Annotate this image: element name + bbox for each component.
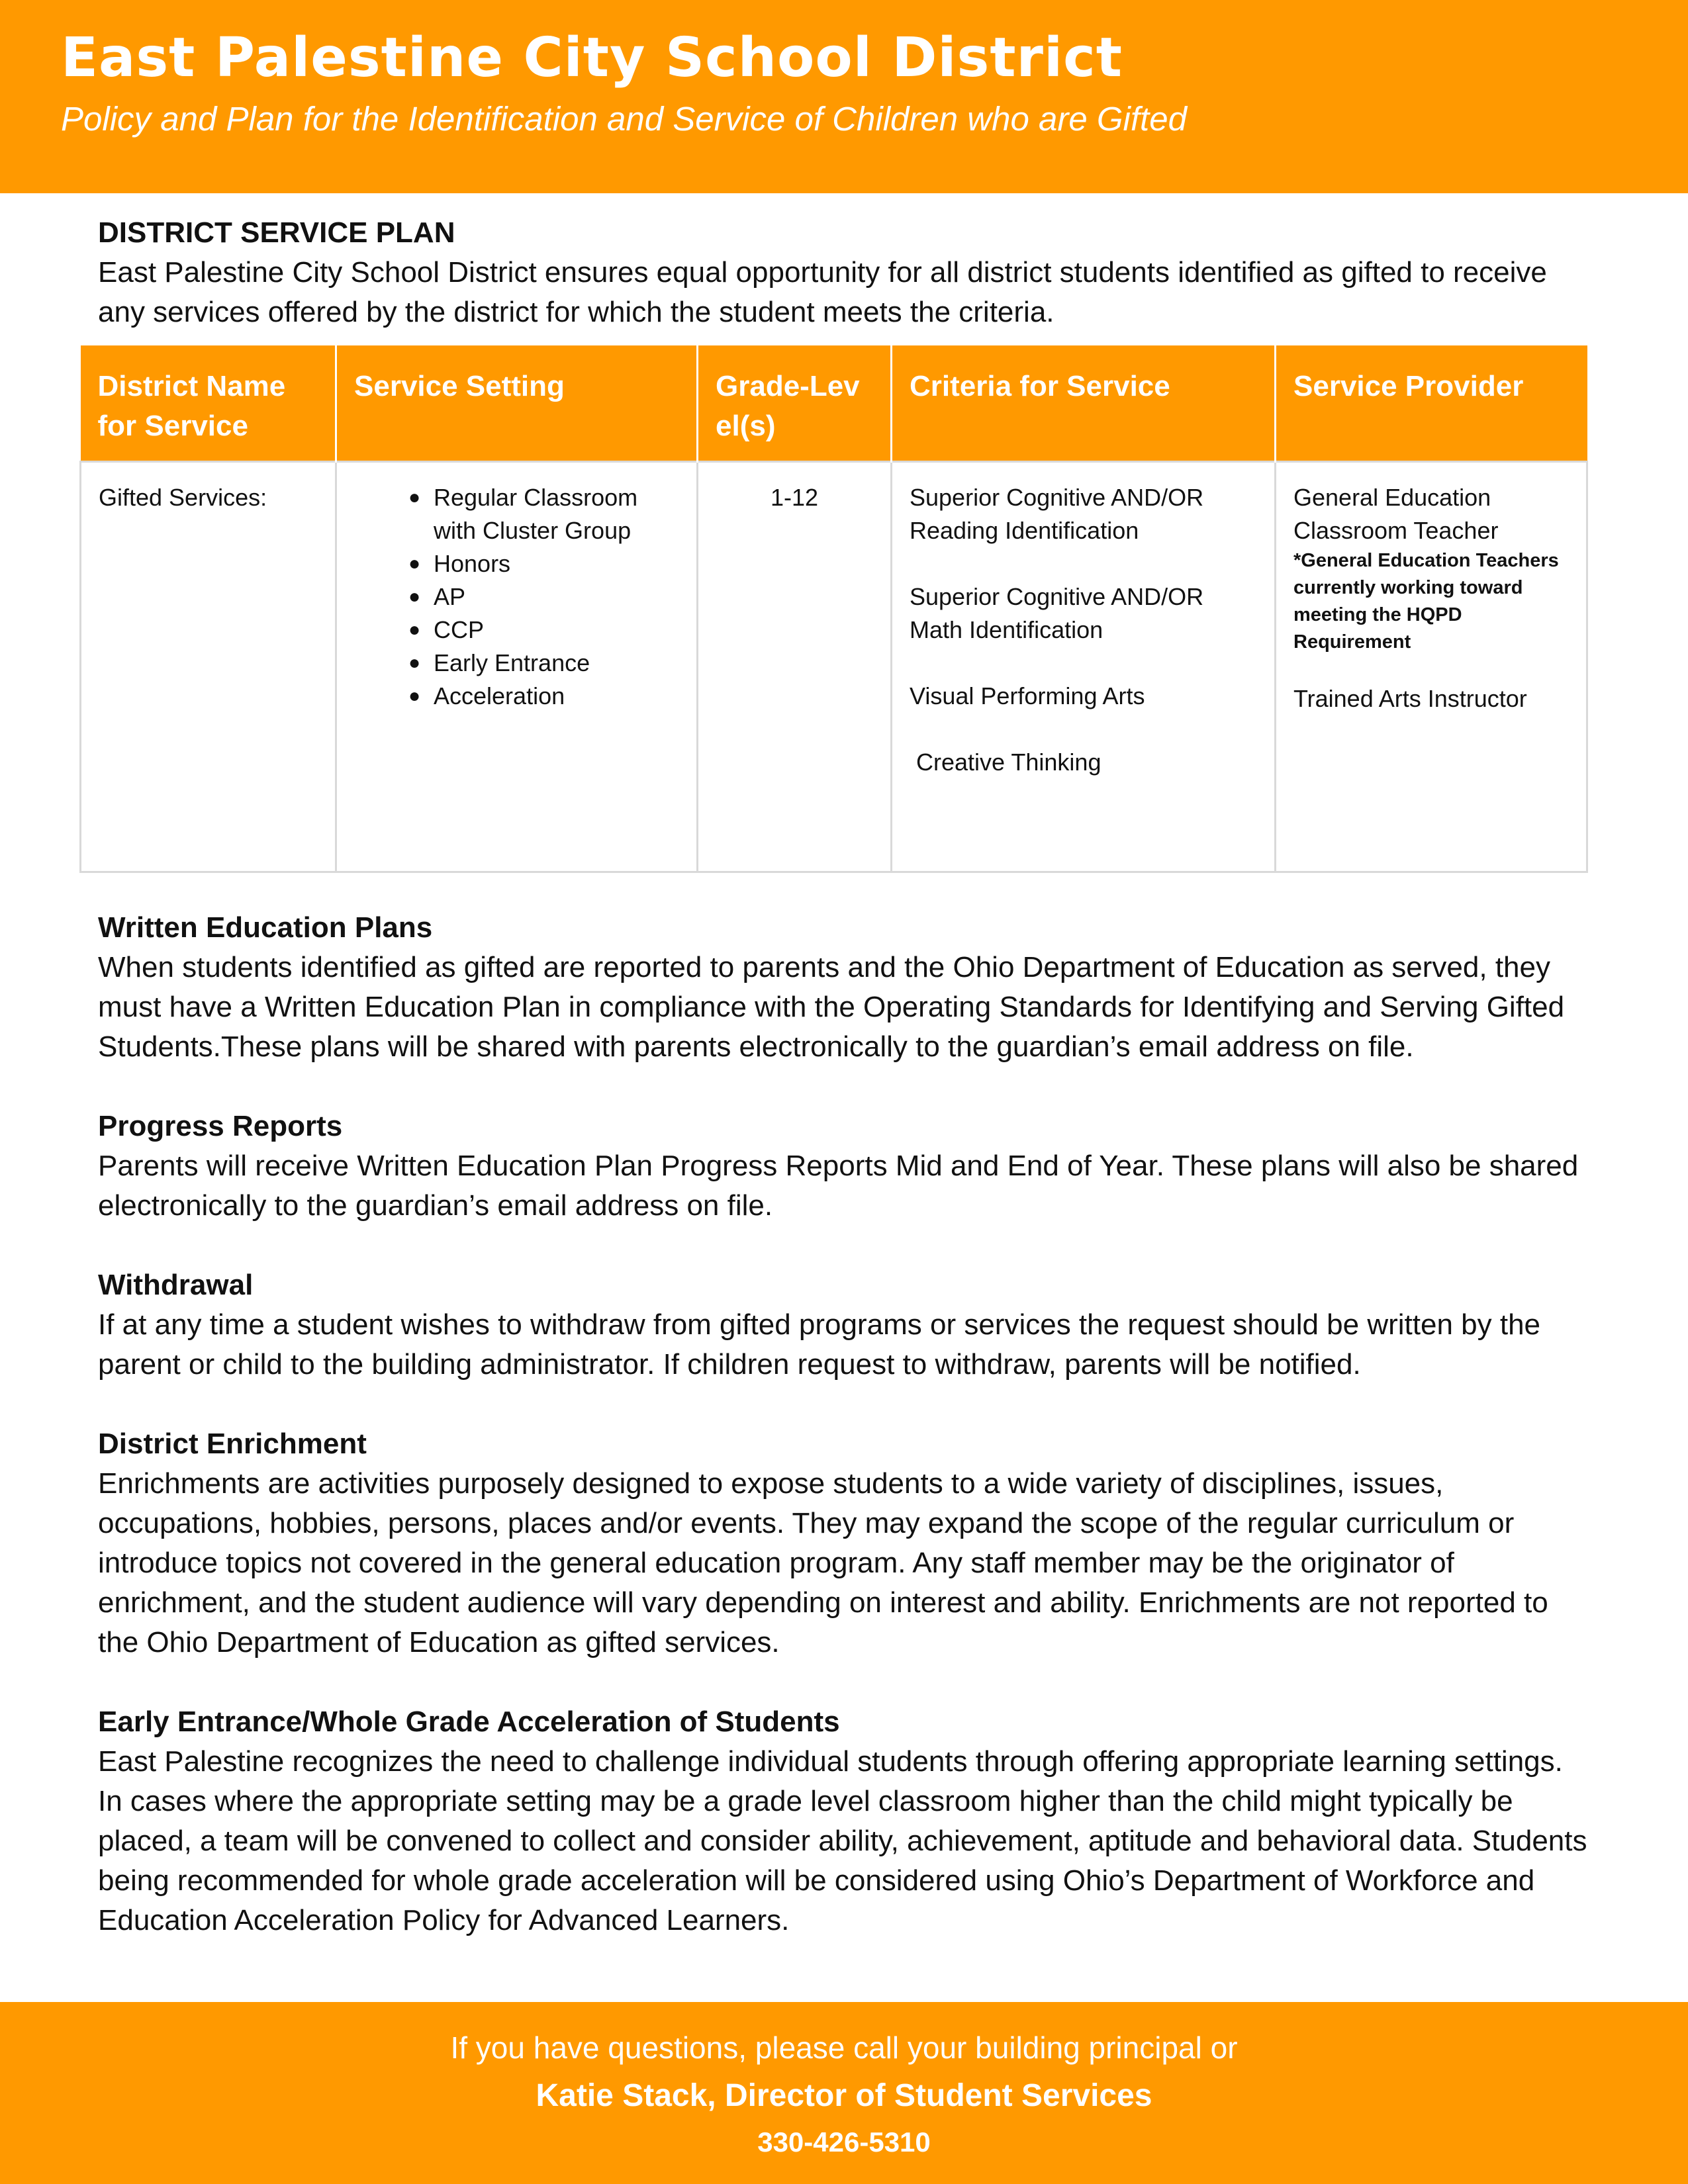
table-header-row xyxy=(81,345,1587,462)
section-enrichment xyxy=(98,1424,1594,1662)
list-item: ● Regular Classroom with Cluster Group xyxy=(367,481,679,547)
section-written-plans xyxy=(98,908,1594,1067)
col-header-name: District Name for Service xyxy=(81,345,336,462)
footer-phone: 330-426-5310 xyxy=(757,2126,931,2158)
section-title: Progress Reports xyxy=(98,1110,343,1142)
table-row xyxy=(81,462,1587,872)
service-plan-heading: DISTRICT SERVICE PLAN xyxy=(98,216,455,249)
document-subtitle: Policy and Plan for the Identification and Service of Children who are Gifted xyxy=(61,100,1187,138)
provider-primary: General Education Classroom Teacher xyxy=(1293,484,1499,544)
footer-contact-line: If you have questions, please call your building principal or xyxy=(450,2030,1238,2065)
page-footer xyxy=(0,2002,1688,2184)
bullet-icon: ● xyxy=(408,586,421,608)
service-plan-text: East Palestine City School District ensures equal opportunity for all district students identified as gifted to receive any services offered by the district for which the student meets the criteria. xyxy=(98,256,1547,328)
list-item: ● CCP xyxy=(367,614,679,647)
setting-list xyxy=(354,481,679,713)
section-body: Parents will receive Written Education Plan Progress Reports Mid and End of Year. These plans will also be shared electronically to the guardian’s email address on file. xyxy=(98,1150,1579,1222)
section-body: When students identified as gifted are reported to parents and the Ohio Department of Education as served, they must have a Written Education Plan in compliance with the Operating Standards for Identifying and Serving Gifted Students.These plans will be shared with parents electronically to the guardian’s email address on file. xyxy=(98,951,1565,1063)
criteria-cell xyxy=(892,462,1276,872)
bullet-icon: ● xyxy=(408,619,421,641)
grade-level-cell: 1-12 xyxy=(698,462,892,872)
bullet-icon: ● xyxy=(408,652,421,674)
list-item: ● Honors xyxy=(367,547,679,580)
criteria-item: Visual Performing Arts xyxy=(910,682,1145,709)
col-header-grade: Grade-Lev el(s) xyxy=(698,345,892,462)
section-progress-reports xyxy=(98,1107,1594,1226)
provider-cell xyxy=(1276,462,1587,872)
footer-contact-name: Katie Stack, Director of Student Services xyxy=(536,2078,1152,2113)
col-header-provider: Service Provider xyxy=(1276,345,1587,462)
criteria-item: Superior Cognitive AND/OR Math Identification xyxy=(910,583,1204,643)
criteria-item: Superior Cognitive AND/OR Reading Identification xyxy=(910,484,1204,544)
list-item: ● Early Entrance xyxy=(367,647,679,680)
service-table xyxy=(79,345,1588,873)
section-title: Withdrawal xyxy=(98,1269,254,1301)
bullet-icon: ● xyxy=(408,553,421,574)
section-title: Written Education Plans xyxy=(98,911,433,944)
bullet-icon: ● xyxy=(408,486,421,508)
district-title: East Palestine City School District xyxy=(61,26,1123,89)
provider-note: *General Education Teachers currently working toward meeting the HQPD Requirement xyxy=(1293,550,1559,653)
list-item: ● Acceleration xyxy=(367,680,679,713)
section-acceleration xyxy=(98,1702,1594,1940)
section-title: Early Entrance/Whole Grade Acceleration of Students xyxy=(98,1706,840,1738)
col-header-criteria: Criteria for Service xyxy=(892,345,1276,462)
policy-sections xyxy=(98,908,1594,1980)
list-item: ● AP xyxy=(367,580,679,614)
criteria-item: Creative Thinking xyxy=(916,749,1102,776)
section-body: If at any time a student wishes to withdraw from gifted programs or services the request should be written by the parent or child to the building administrator. If children request to withdraw, parents will be notified. xyxy=(98,1308,1541,1381)
page-header xyxy=(0,0,1688,193)
service-plan-intro xyxy=(98,213,1594,347)
service-setting-cell xyxy=(336,462,698,872)
section-body: Enrichments are activities purposely designed to expose students to a wide variety of disciplines, issues, occupations, hobbies, persons, places and/or events. They may expand the scope of the regular curriculum or introduce topics not covered in the general education program. Any staff member may be the originator of enrichment, and the student audience will vary depending on interest and ability. Enrichments are not reported to the Ohio Department of Education as gifted services. xyxy=(98,1467,1548,1659)
bullet-icon: ● xyxy=(408,685,421,707)
section-body: East Palestine recognizes the need to challenge individual students through offering appropriate learning settings. In cases where the appropriate setting may be a grade level classroom higher than the child might typically be placed, a team will be convened to collect and consider ability, achievement, aptitude and behavioral data. Students being recommended for whole grade acceleration will be considered using Ohio’s Department of Workforce and Education Acceleration Policy for Advanced Learners. xyxy=(98,1745,1587,1936)
section-withdrawal xyxy=(98,1265,1594,1385)
provider-secondary: Trained Arts Instructor xyxy=(1293,685,1527,712)
col-header-setting: Service Setting xyxy=(336,345,698,462)
section-title: District Enrichment xyxy=(98,1428,367,1460)
service-name-cell: Gifted Services: xyxy=(81,462,336,872)
